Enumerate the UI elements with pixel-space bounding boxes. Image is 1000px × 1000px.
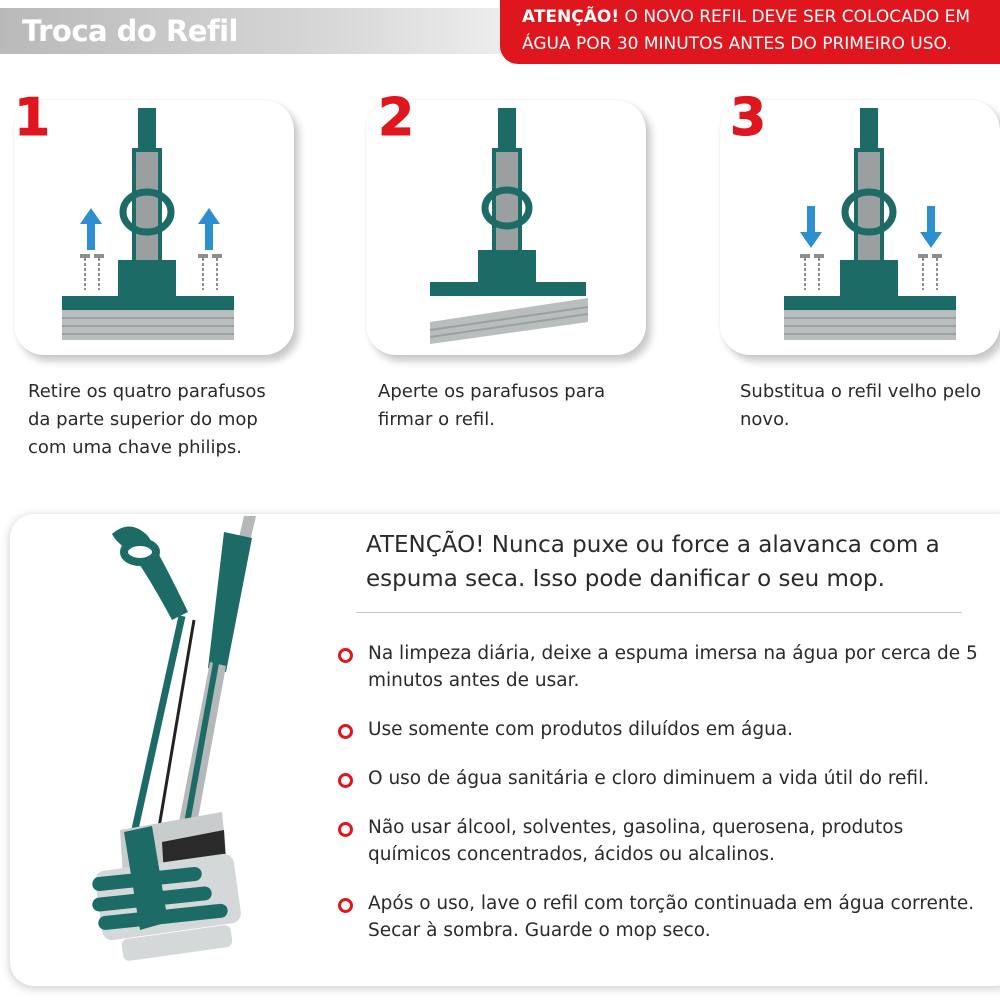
bullet-icon [338,898,353,913]
tip-text: Na limpeza diária, deixe a espuma imersa na água por cerca de 5 minutos antes de usar. [368,643,978,691]
tip-text: Não usar álcool, solventes, gasolina, querosena, produtos químicos concentrados, ácidos ou alcalinos. [368,817,904,865]
mop-product-illustration [12,512,342,982]
arrow-down-icon [920,206,942,248]
step-number-1: 1 [14,88,51,148]
header-title-bar [0,8,560,54]
bullet-icon [338,822,353,837]
list-item [338,716,978,743]
tip-text: O uso de água sanitária e cloro diminuem a vida útil do refil. [368,768,930,789]
step-number-3: 3 [730,88,767,148]
step-caption-2: Aperte os parafusos para firmar o refil. [378,381,606,430]
step-card-1 [14,100,294,355]
mop-step1-illustration [14,100,294,355]
step-number-2: 2 [378,88,415,148]
arrow-down-icon [800,206,822,248]
list-item [338,640,978,694]
step-caption-1: Retire os quatro parafusos da parte superior do mop com uma chave philips. [28,381,266,458]
tips-list [338,640,978,960]
bullet-icon [338,648,353,663]
tip-text: Use somente com produtos diluídos em água. [368,719,794,740]
list-item [338,814,978,868]
list-item [338,765,978,792]
bullet-icon [338,724,353,739]
warning-line2: ÁGUA POR 30 MINUTOS ANTES DO PRIMEIRO USO. [522,34,952,54]
arrow-up-icon [198,208,220,250]
page-title: Troca do Refil [22,14,238,48]
warning-line1: O NOVO REFIL DEVE SER COLOCADO EM [619,7,971,27]
list-item [338,890,978,944]
warning-banner [500,0,1000,64]
warning-bold: ATENÇÃO! [522,7,620,27]
step-caption-3: Substitua o refil velho pelo novo. [740,381,982,430]
tip-text: Após o uso, lave o refil com torção continuada em água corrente. Secar à sombra. Guarde o mop seco. [368,893,975,941]
attention-text: ATENÇÃO! Nunca puxe ou force a alavanca com a espuma seca. Isso pode danificar o seu mop. [366,532,940,592]
bullet-icon [338,773,353,788]
divider [356,612,962,613]
arrow-up-icon [80,208,102,250]
